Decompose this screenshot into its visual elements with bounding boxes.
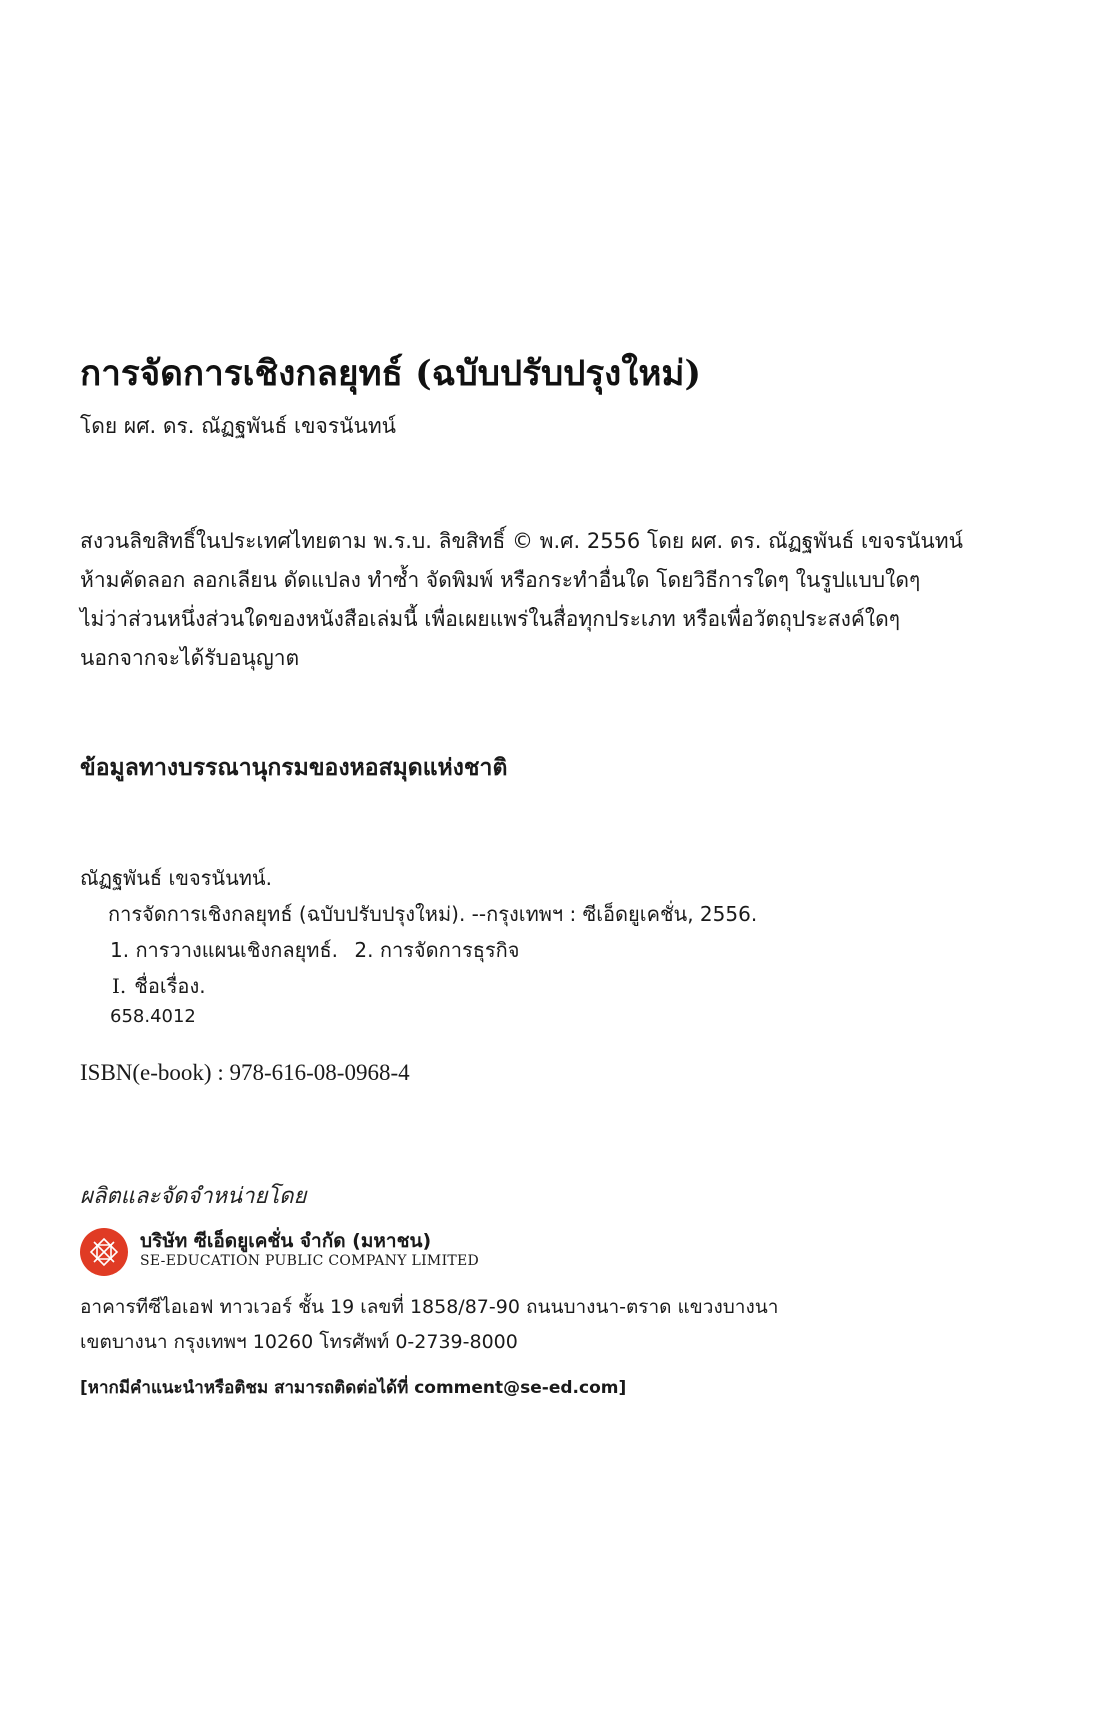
cip-classification: 658.4012: [110, 1006, 196, 1027]
copyright-notice: [80, 522, 963, 678]
cip-heading: ข้อมูลทางบรรณานุกรมของหอสมุดแห่งชาติ: [80, 754, 508, 781]
cip-title-line: การจัดการเชิงกลยุทธ์ (ฉบับปรับปรุงใหม่). --กรุงเทพฯ : ซีเอ็ดยูเคชั่น, 2556.: [108, 902, 758, 926]
publisher-logo-icon: [80, 1228, 128, 1276]
isbn: ISBN(e-book) : 978-616-08-0968-4: [80, 1060, 410, 1085]
publisher-name-en: SE-EDUCATION PUBLIC COMPANY LIMITED: [140, 1253, 480, 1269]
produced-by-label: ผลิตและจัดจำหน่ายโดย: [80, 1184, 307, 1209]
cip-subjects: [110, 934, 530, 966]
cip-subject: 2. การจัดการธุรกิจ: [354, 938, 520, 962]
cip-series: [112, 970, 206, 1002]
copyright-line: สงวนลิขสิทธิ์ในประเทศไทยตาม พ.ร.บ. ลิขสิทธิ์ © พ.ศ. 2556 โดย ผศ. ดร. ณัฏฐพันธ์ เขจรนันทน์: [80, 529, 963, 553]
cip-series-numeral: I.: [112, 974, 127, 998]
cip-author: ณัฏฐพันธ์ เขจรนันทน์.: [80, 866, 272, 890]
cip-series-label: ชื่อเรื่อง.: [134, 974, 206, 998]
book-title: การจัดการเชิงกลยุทธ์ (ฉบับปรับปรุงใหม่): [80, 353, 702, 394]
copyright-line: นอกจากจะได้รับอนุญาต: [80, 646, 300, 670]
cip-subject: 1. การวางแผนเชิงกลยุทธ์.: [110, 938, 339, 962]
publisher-contact: [หากมีคำแนะนำหรือติชม สามารถติดต่อได้ที่ comment@se-ed.com]: [80, 1378, 627, 1398]
copyright-line: ห้ามคัดลอก ลอกเลียน ดัดแปลง ทำซ้ำ จัดพิมพ์ หรือกระทำอื่นใด โดยวิธีการใดๆ ในรูปแบบใดๆ: [80, 568, 921, 592]
book-author-line: โดย ผศ. ดร. ณัฏฐพันธ์ เขจรนันทน์: [80, 414, 397, 438]
publisher-address-line: อาคารทีซีไอเอฟ ทาวเวอร์ ชั้น 19 เลขที่ 1858/87-90 ถนนบางนา-ตราด แขวงบางนา: [80, 1296, 779, 1318]
publisher-address-line: เขตบางนา กรุงเทพฯ 10260 โทรศัพท์ 0-2739-8000: [80, 1331, 518, 1353]
publisher-name-th: บริษัท ซีเอ็ดยูเคชั่น จำกัด (มหาชน): [140, 1230, 432, 1252]
copyright-line: ไม่ว่าส่วนหนึ่งส่วนใดของหนังสือเล่มนี้ เพื่อเผยแพร่ในสื่อทุกประเภท หรือเพื่อวัตถุประสงค์ใดๆ: [80, 607, 901, 631]
